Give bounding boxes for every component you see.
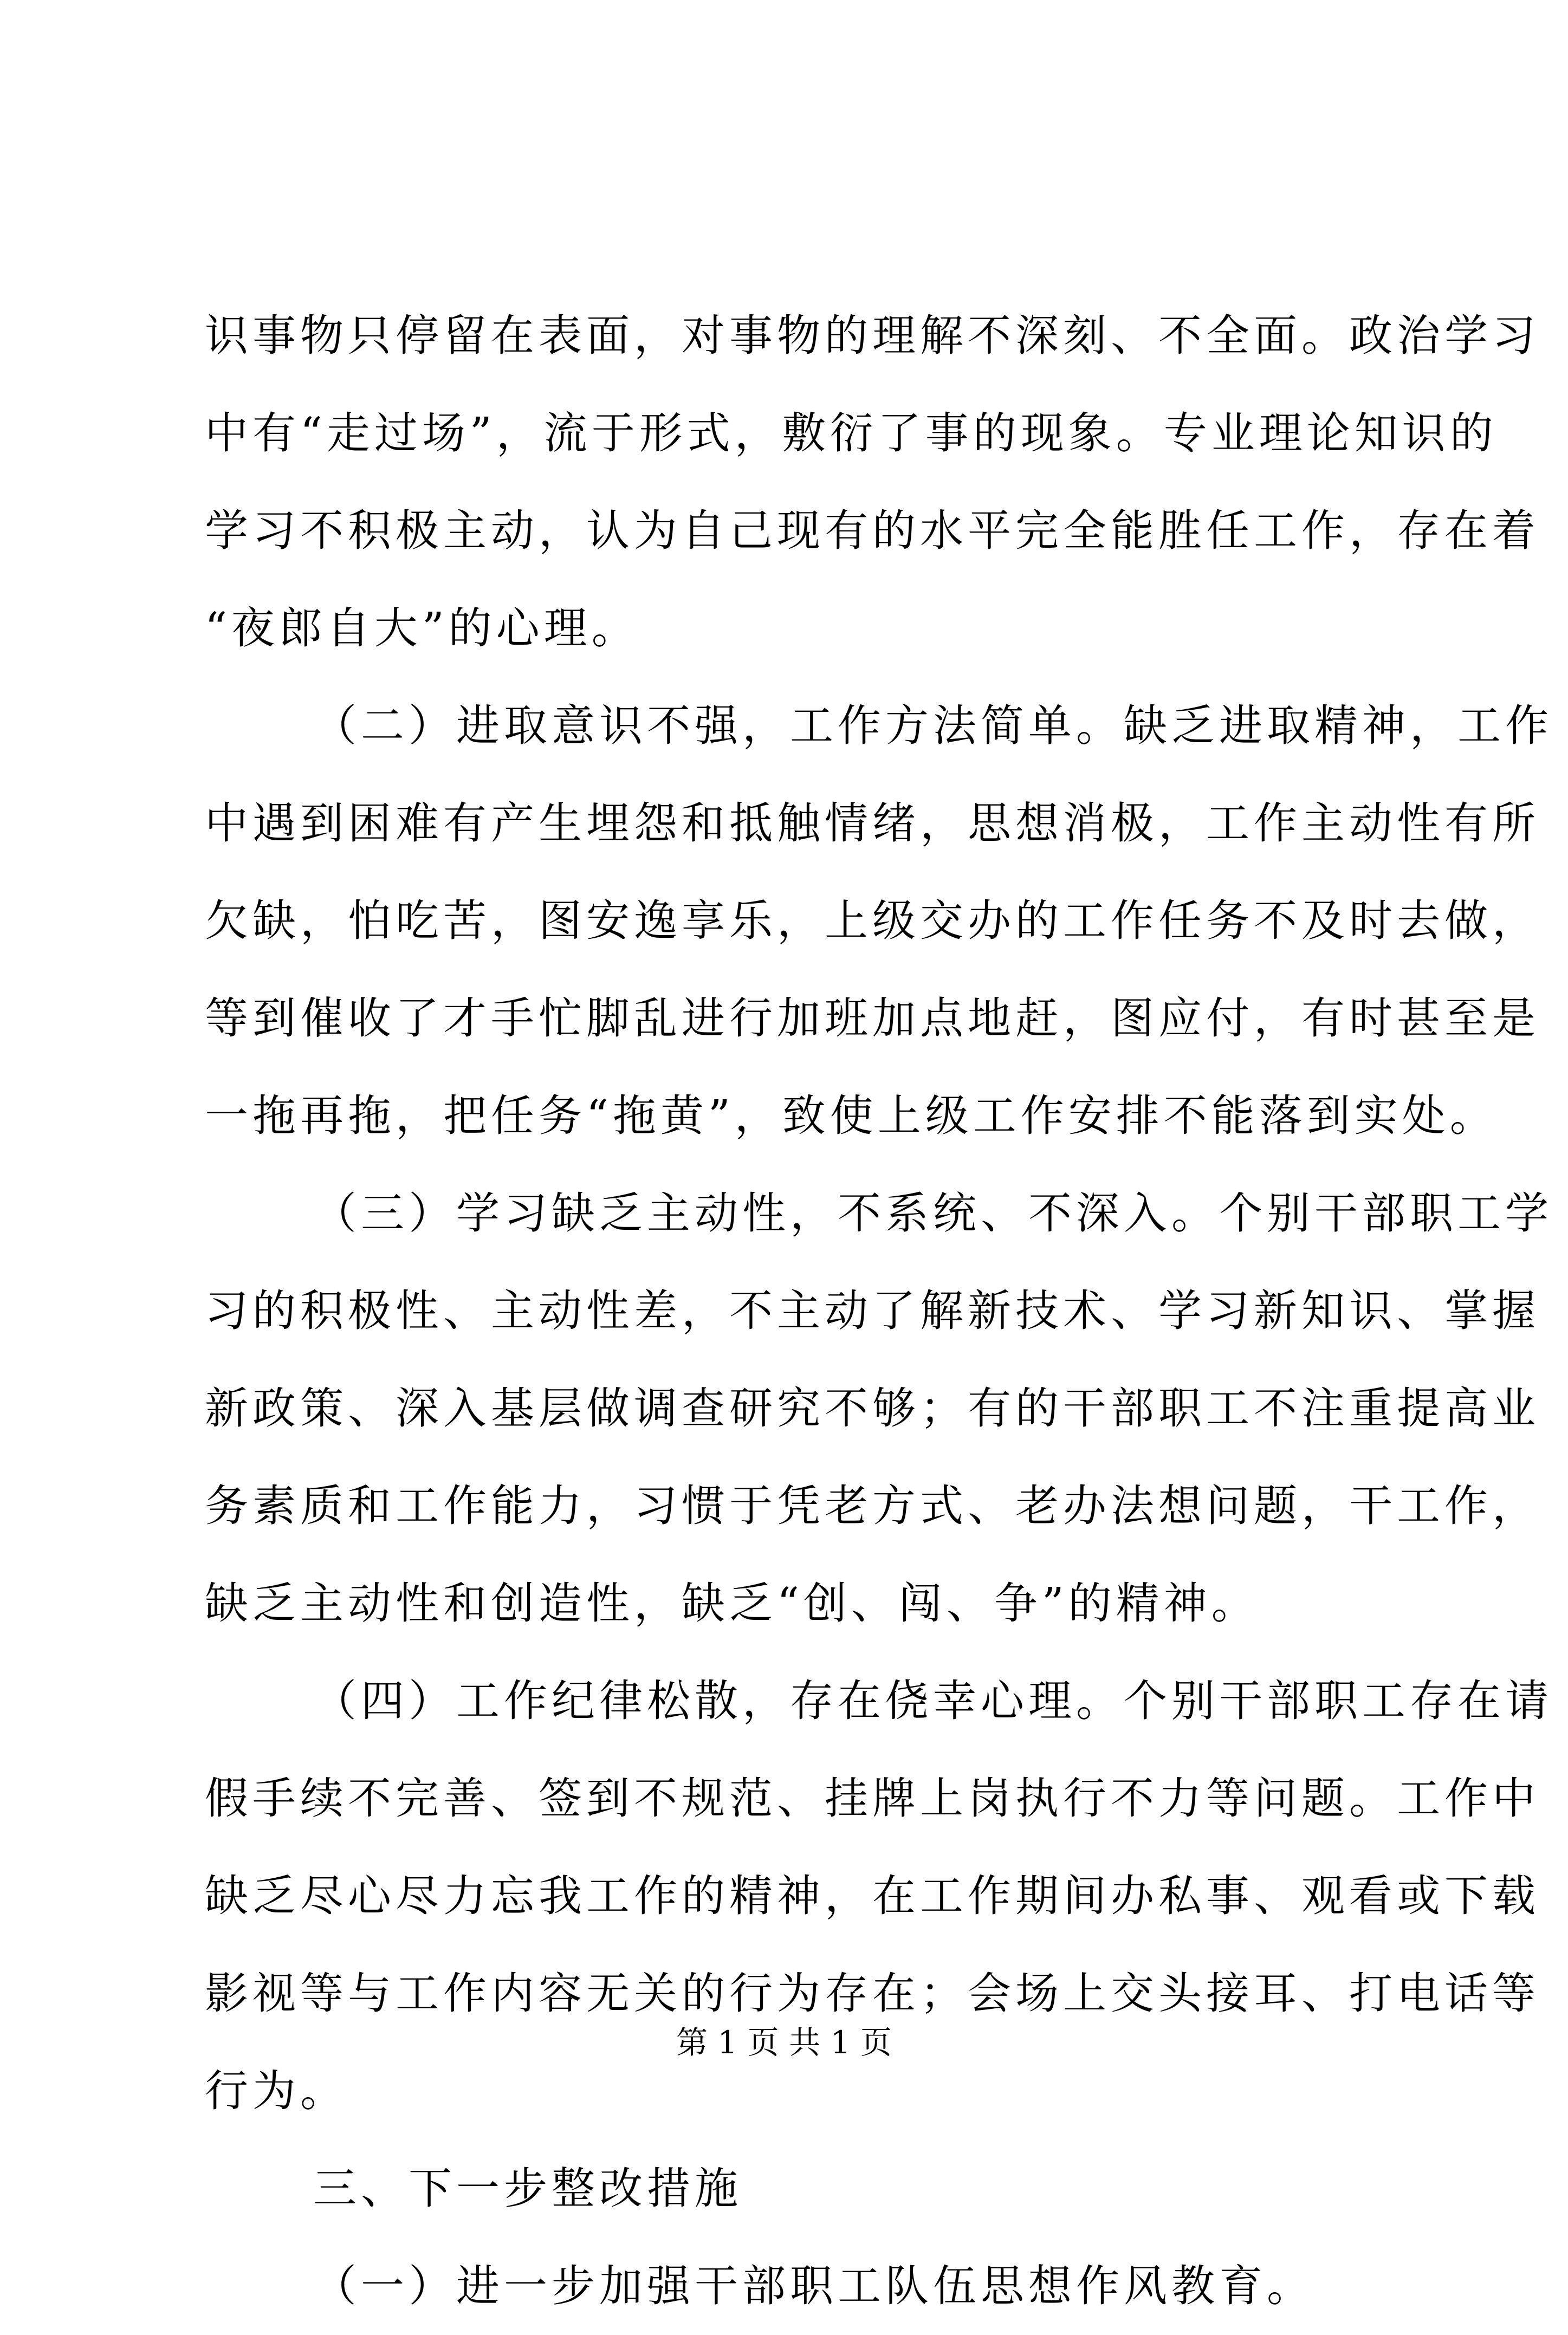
text-line: 假手续不完善、签到不规范、挂牌上岗执行不力等问题。工作中 (205, 1773, 1540, 1824)
section-heading-1: （一）进一步加强干部职工队伍思想作风教育。 (313, 2261, 1314, 2311)
text-line: 识事物只停留在表面，对事物的理解不深刻、不全面。政治学习 (205, 310, 1540, 361)
text-line: 影视等与工作内容无关的行为存在；会场上交头接耳、打电话等 (205, 1968, 1540, 2019)
text-line: 务素质和工作能力，习惯于凭老方式、老办法想问题，干工作， (205, 1481, 1540, 1531)
page-number-footer: 第 1 页 共 1 页 (676, 2024, 892, 2061)
text-line: 新政策、深入基层做调查研究不够；有的干部职工不注重提高业 (205, 1383, 1540, 1434)
text-line: 缺乏尽心尽力忘我工作的精神，在工作期间办私事、观看或下载 (205, 1871, 1540, 1921)
text-line: 一拖再拖，把任务“拖黄”，致使上级工作安排不能落到实处。 (205, 1091, 1498, 1141)
section-heading-3: （三）学习缺乏主动性，不系统、不深入。个别干部职工学 (313, 1188, 1553, 1238)
section-heading-2: （二）进取意识不强，工作方法简单。缺乏进取精神，工作 (313, 700, 1553, 751)
text-line: 行为。 (205, 2066, 348, 2116)
section-heading-4: （四）工作纪律松散，存在侥幸心理。个别干部职工存在请 (313, 1676, 1553, 1726)
text-line: 习的积极性、主动性差，不主动了解新技术、学习新知识、掌握 (205, 1286, 1540, 1336)
text-line: 中遇到困难有产生埋怨和抵触情绪，思想消极，工作主动性有所 (205, 798, 1540, 848)
text-line: 欠缺，怕吃苦，图安逸享乐，上级交办的工作任务不及时去做， (205, 896, 1540, 946)
text-line: 缺乏主动性和创造性，缺乏“创、闯、争”的精神。 (205, 1578, 1259, 1629)
text-line: “夜郎自大”的心理。 (205, 603, 639, 653)
chapter-heading: 三、下一步整改措施 (313, 2163, 742, 2214)
text-line: 学习不积极主动，认为自己现有的水平完全能胜任工作，存在着 (205, 505, 1540, 556)
text-line: 等到催收了才手忙脚乱进行加班加点地赶，图应付，有时甚至是 (205, 993, 1540, 1043)
text-line: 中有“走过场”，流于形式，敷衍了事的现象。专业理论知识的 (205, 408, 1498, 458)
